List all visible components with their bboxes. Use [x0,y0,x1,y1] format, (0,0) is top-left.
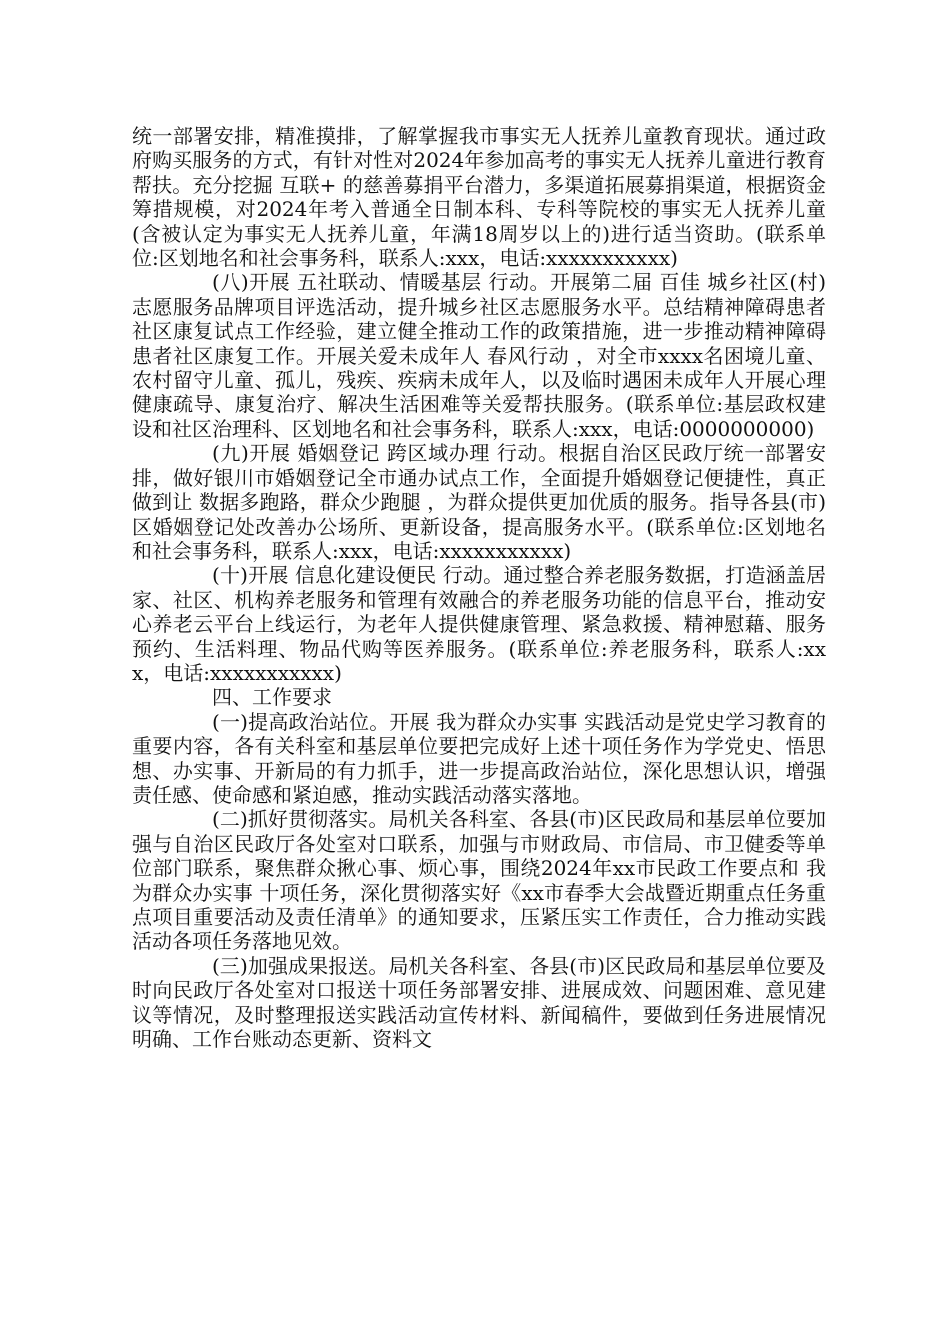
paragraph-item-10: (十)开展 信息化建设便民 行动。通过整合养老服务数据，打造涵盖居家、社区、机构养老服务和管理有效融合的养老服务功能的信息平台，推动安心养老云平台上线运行，为老年人提供健康管理、紧急救援、精神慰藉、服务预约、生活料理、物品代购等医养服务。(联系单位:养老服务科，联系人:xxx，电话:xxxxxxxxxxx) [132,563,826,685]
paragraph-item-9: (九)开展 婚姻登记 跨区域办理 行动。根据自治区民政厅统一部署安排，做好银川市婚姻登记全市通办试点工作，全面提升婚姻登记便捷性，真正做到让 数据多跑路，群众少跑腿 ，为群众提供更加优质的服务。指导各县(市)区婚姻登记处改善办公场所、更新设备，提高服务水平。(联系单位:区划地名和社会事务科，联系人:xxx，电话:xxxxxxxxxxx) [132,441,826,563]
paragraph-requirement-2: (二)抓好贯彻落实。局机关各科室、各县(市)区民政局和基层单位要加强与自治区民政厅各处室对口联系，加强与市财政局、市信局、市卫健委等单位部门联系，聚焦群众揪心事、烦心事，围绕2024年xx市民政工作要点和 我为群众办实事 十项任务，深化贯彻落实好《xx市春季大会战暨近期重点任务重点项目重要活动及责任清单》的通知要求，压紧压实工作责任，合力推动实践活动各项任务落地见效。 [132,807,826,954]
paragraph-item-8: (八)开展 五社联动、情暖基层 行动。开展第二届 百佳 城乡社区(村)志愿服务品牌项目评选活动，提升城乡社区志愿服务水平。总结精神障碍患者社区康复试点工作经验，建立健全推动工作的政策措施，进一步推动精神障碍患者社区康复工作。开展关爱未成年人 春风行动 ，对全市xxxx名困境儿童、农村留守儿童、孤儿，残疾、疾病未成年人，以及临时遇困未成年人开展心理健康疏导、康复治疗、解决生活困难等关爱帮扶服务。(联系单位:基层政权建设和社区治理科、区划地名和社会事务科，联系人:xxx，电话:0000000000) [132,270,826,441]
section-heading-work-requirements: 四、工作要求 [212,685,332,710]
paragraph-continuation: 统一部署安排，精准摸排，了解掌握我市事实无人抚养儿童教育现状。通过政府购买服务的方式，有针对性对2024年参加高考的事实无人抚养儿童进行教育帮扶。充分挖掘 互联+ 的慈善募捐平台潜力，多渠道拓展募捐渠道，根据资金筹措规模，对2024年考入普通全日制本科、专科等院校的事实无人抚养儿童(含被认定为事实无人抚养儿童，年满18周岁以上的)进行适当资助。(联系单位:区划地名和社会事务科，联系人:xxx，电话:xxxxxxxxxxx) [132,124,826,271]
paragraph-requirement-3: (三)加强成果报送。局机关各科室、各县(市)区民政局和基层单位要及时向民政厅各处室对口报送十项任务部署安排、进展成效、问题困难、意见建议等情况，及时整理报送实践活动宣传材料、新闻稿件，要做到任务进展情况明确、工作台账动态更新、资料文 [132,953,826,1052]
document-page [132,124,826,1051]
paragraph-requirement-1: (一)提高政治站位。开展 我为群众办实事 实践活动是党史学习教育的重要内容，各有关科室和基层单位要把完成好上述十项任务作为学党史、悟思想、办实事、开新局的有力抓手，进一步提高政治站位，深化思想认识，增强责任感、使命感和紧迫感，推动实践活动落实落地。 [132,709,826,807]
